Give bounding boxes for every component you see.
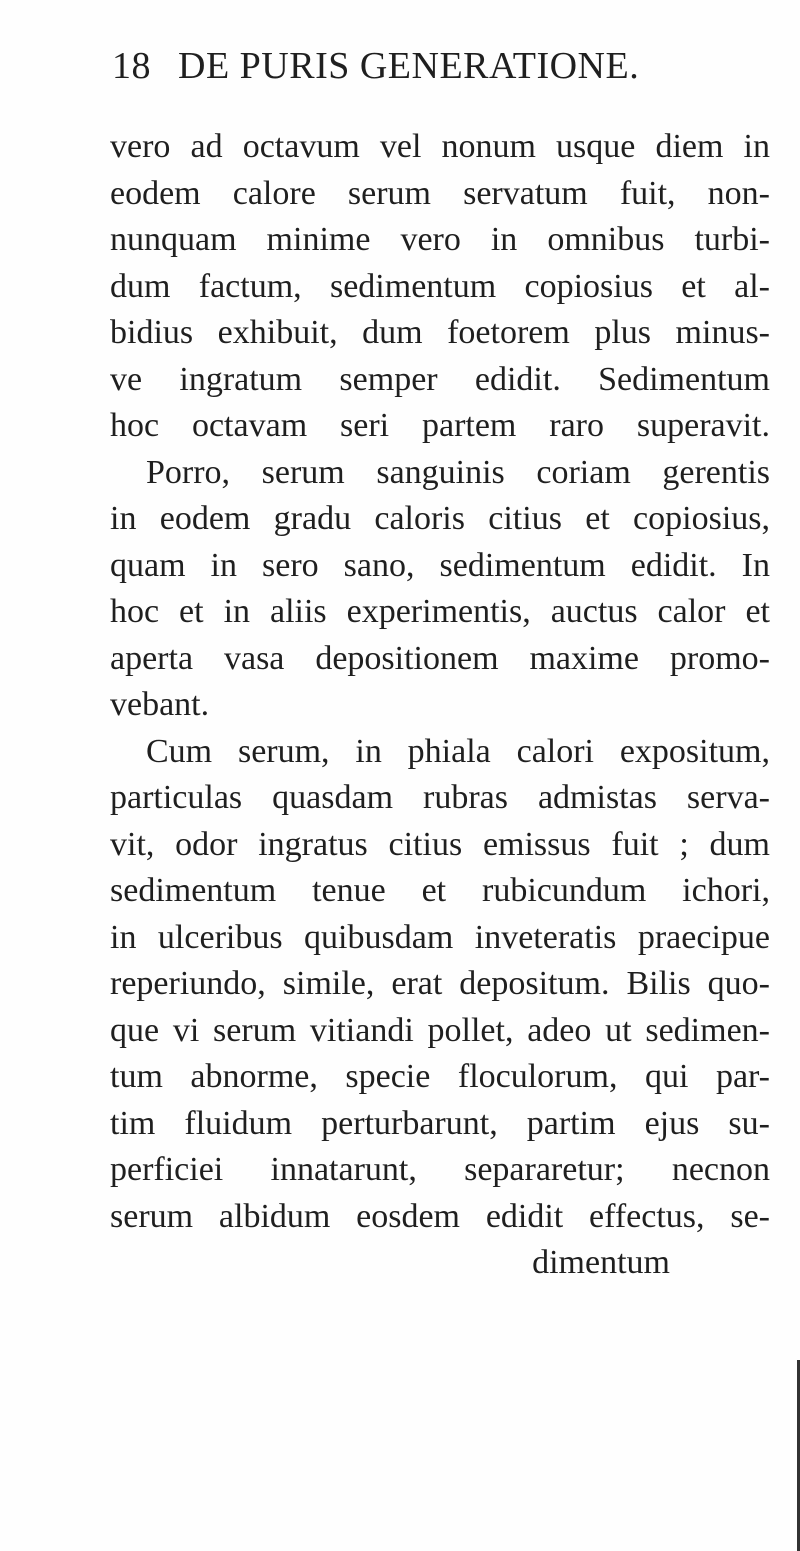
text-line: que vi serum vitiandi pollet, adeo ut sedimen- <box>110 1011 770 1049</box>
running-head <box>112 44 672 94</box>
catchword: dimentum <box>532 1244 670 1281</box>
paragraph-first-line: Cum serum, in phiala calori expositum, <box>146 732 770 770</box>
text-line: vero ad octavum vel nonum usque diem in <box>110 128 770 165</box>
text-line: tum abnorme, specie floculorum, qui par- <box>110 1058 770 1095</box>
text-line: hoc octavam seri partem raro superavit. <box>110 407 770 444</box>
text-line: aperta vasa depositionem maxime promo- <box>110 639 770 677</box>
text-line: sedimentum tenue et rubicundum ichori, <box>110 872 770 909</box>
text-line: serum albidum eosdem edidit effectus, se- <box>110 1197 770 1235</box>
text-line: eodem calore serum servatum fuit, non- <box>110 174 770 212</box>
text-line: dum factum, sedimentum copiosius et al- <box>110 267 770 305</box>
page-number: 18 <box>112 45 151 87</box>
paragraph-last-line: vebant. <box>110 686 210 723</box>
text-line: particulas quasdam rubras admistas serva- <box>110 779 770 816</box>
body-text <box>110 124 770 1287</box>
text-line: perficiei innatarunt, separaretur; necnon <box>110 1151 770 1188</box>
text-line: ve ingratum semper edidit. Sedimentum <box>110 360 770 398</box>
text-line: hoc et in aliis experimentis, auctus calor et <box>110 593 770 630</box>
page-title: DE PURIS GENERATIONE. <box>178 45 640 87</box>
text-line: in ulceribus quibusdam inveteratis praecipue <box>110 918 770 956</box>
text-line: nunquam minime vero in omnibus turbi- <box>110 221 770 258</box>
paragraph-first-line: Porro, serum sanguinis coriam gerentis <box>146 453 770 491</box>
text-line: tim fluidum perturbarunt, partim ejus su- <box>110 1104 770 1142</box>
text-line: in eodem gradu caloris citius et copiosius, <box>110 500 770 537</box>
text-line: bidius exhibuit, dum foetorem plus minus- <box>110 314 770 351</box>
text-line: quam in sero sano, sedimentum edidit. In <box>110 546 770 584</box>
text-line: reperiundo, simile, erat depositum. Bilis quo- <box>110 965 770 1002</box>
text-line: vit, odor ingratus citius emissus fuit ; dum <box>110 825 770 863</box>
